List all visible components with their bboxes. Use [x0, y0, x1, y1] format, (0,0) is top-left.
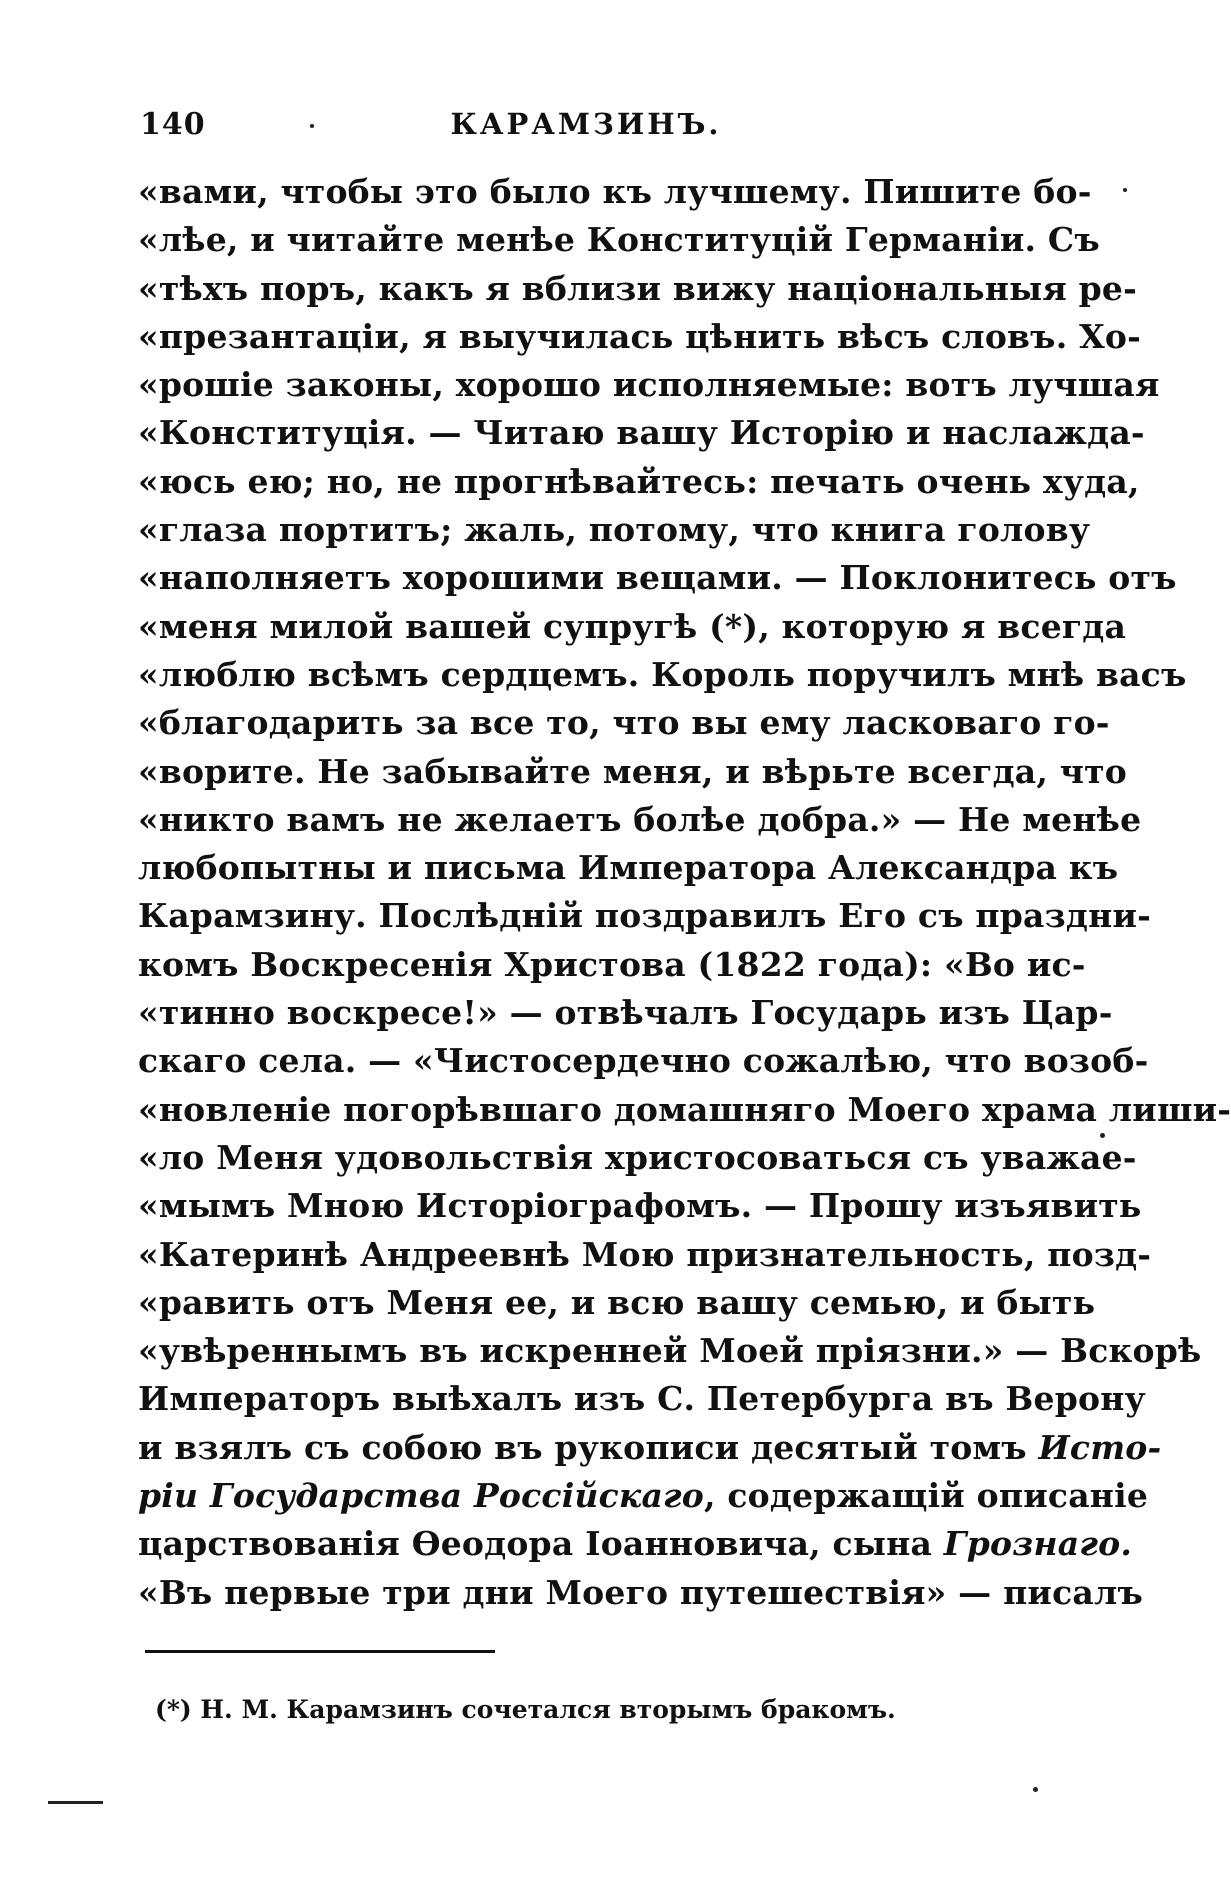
text-line: «презантаціи, я выучилась цѣнить вѣсъ словъ. Хо- [138, 316, 1141, 356]
text-line: «ворите. Не забывайте меня, и вѣрьте всегда, что [138, 751, 1127, 791]
text-line: «наполняетъ хорошими вещами. — Поклонитесь отъ [138, 558, 1177, 598]
text-line: «меня милой вашей супругѣ (*), которую я всегда [138, 606, 1127, 646]
text-line: «новленіе погорѣвшаго домашняго Моего храма лиши- [138, 1089, 1231, 1129]
page-header [130, 95, 1042, 145]
body-text [138, 168, 1231, 1617]
text-line: Императоръ выѣхалъ изъ С. Петербурга въ Верону [138, 1379, 1146, 1419]
text-line: «никто вамъ не желаетъ болѣе добра.» — Не менѣе [138, 799, 1142, 839]
italic-text: ріи [138, 1476, 199, 1516]
italic-text: Грознаго. [943, 1524, 1133, 1564]
text-line [138, 1520, 1133, 1568]
text-line: «тинно воскресе!» — отвѣчалъ Государь изъ Цар- [138, 993, 1113, 1033]
text-segment: царствованія Ѳеодора Іоанновича, сына [138, 1524, 933, 1564]
text-line: «равить отъ Меня ее, и всю вашу семью, и быть [138, 1282, 1096, 1322]
ink-speck [1033, 1787, 1038, 1792]
text-line: «увѣреннымъ въ искренней Моей пріязни.» — Вскорѣ [138, 1331, 1202, 1371]
text-line: «Конституція. — Читаю вашу Исторію и наслажда- [138, 413, 1145, 453]
italic-text: Государства Россійскаго [209, 1476, 705, 1516]
text-line: «благодарить за все то, что вы ему ласковаго го- [138, 703, 1110, 743]
text-line: Карамзину. Послѣдній поздравилъ Его съ праздни- [138, 896, 1152, 936]
text-line [138, 1472, 1149, 1520]
text-line: «Въ первые три дни Моего путешествія» — писалъ [138, 1572, 1143, 1612]
page-number: 140 [140, 107, 206, 142]
text-line: «рошіе законы, хорошо исполняемые: вотъ лучшая [138, 365, 1160, 405]
italic-text: Исто- [1038, 1427, 1162, 1467]
text-line: «юсь ею; но, не прогнѣвайтесь: печать очень худа, [138, 461, 1140, 501]
text-line: «ло Меня удовольствія христосоваться съ уважае- [138, 1137, 1137, 1177]
text-line: комъ Воскресенія Христова (1822 года): «Во ис- [138, 944, 1086, 984]
text-line [138, 1424, 1162, 1472]
text-segment: и взялъ съ собою въ рукописи десятый томъ [138, 1427, 1027, 1467]
running-head: КАРАМЗИНЪ. [450, 107, 722, 141]
text-line: «глаза портитъ; жаль, потому, что книга голову [138, 510, 1091, 550]
text-line: «мымъ Мною Исторіографомъ. — Прошу изъявить [138, 1186, 1142, 1226]
text-line: «тѣхъ поръ, какъ я вблизи вижу національныя ре- [138, 268, 1137, 308]
text-line: «Катеринѣ Андреевнѣ Мою признательность, позд- [138, 1234, 1152, 1274]
footnote: (*) Н. М. Карамзинъ сочетался вторымъ бракомъ. [155, 1695, 896, 1724]
text-line: «люблю всѣмъ сердцемъ. Король поручилъ мнѣ васъ [138, 654, 1187, 694]
ink-speck [310, 124, 314, 128]
ink-speck [1100, 1133, 1105, 1138]
text-segment: , содержащій описаніе [704, 1476, 1149, 1516]
ink-speck [1123, 188, 1127, 192]
text-line: «лѣе, и читайте менѣе Конституцій Германіи. Съ [138, 220, 1100, 260]
footnote-rule [145, 1650, 495, 1653]
text-line: скаго села. — «Чистосердечно сожалѣю, что возоб- [138, 1041, 1149, 1081]
margin-mark [48, 1801, 103, 1804]
text-line: «вами, чтобы это было къ лучшему. Пишите бо- [138, 172, 1092, 211]
text-line: любопытны и письма Императора Александра къ [138, 848, 1119, 888]
